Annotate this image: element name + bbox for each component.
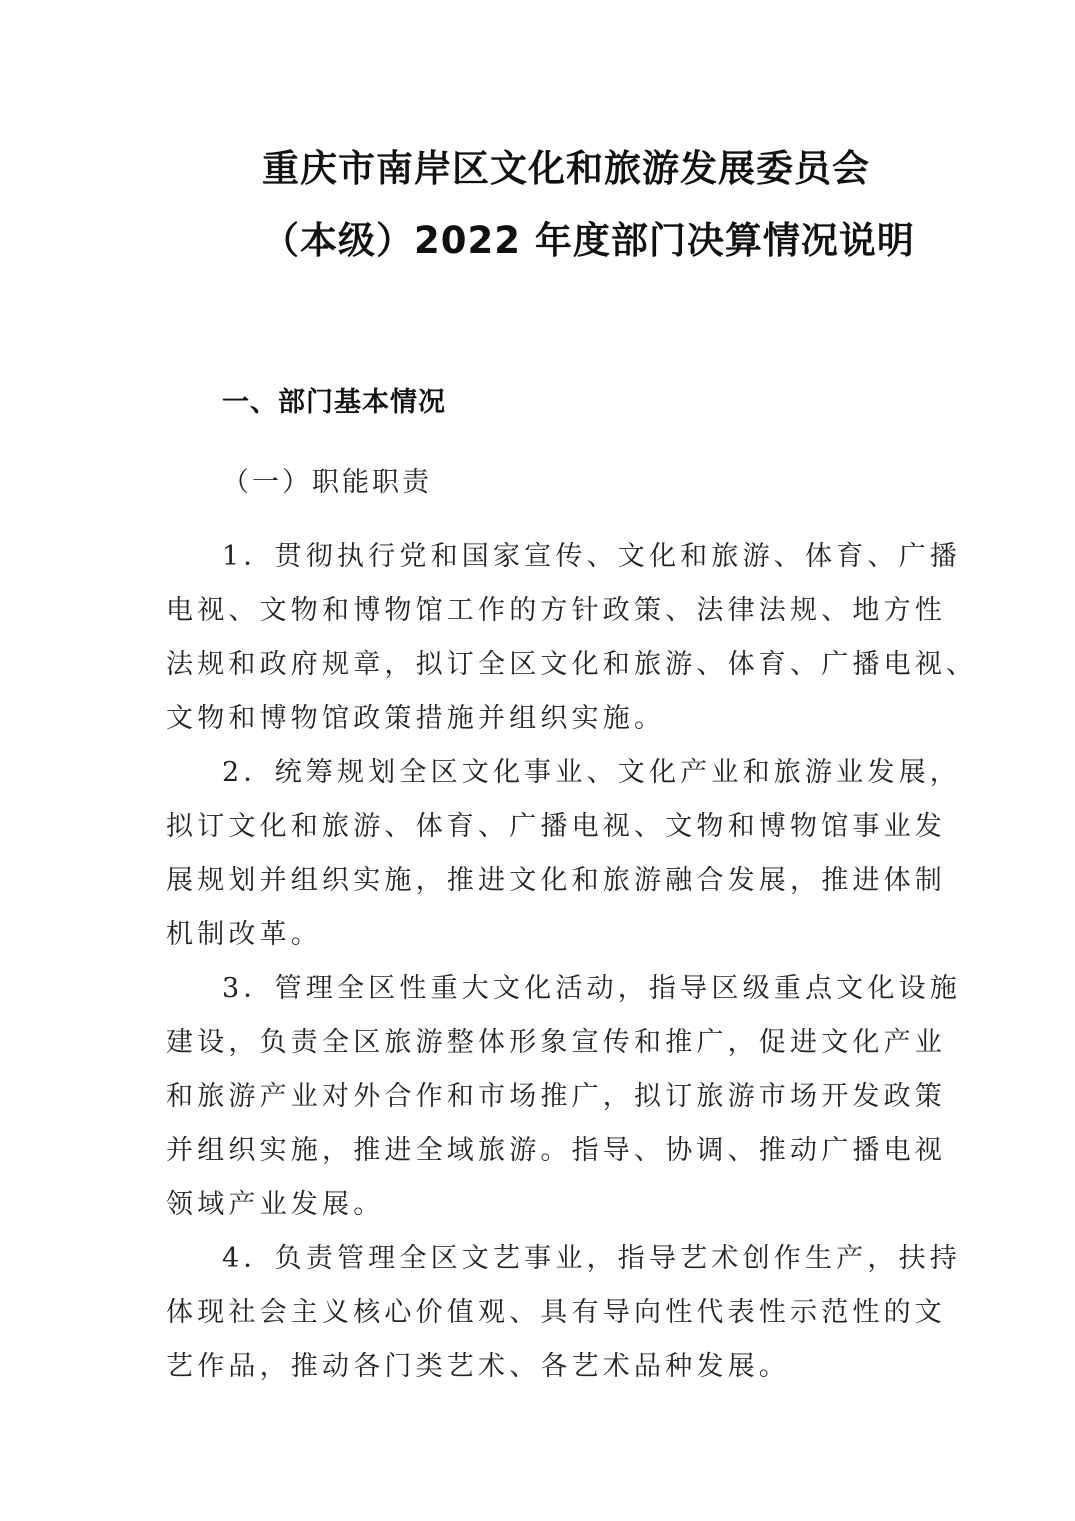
paragraph-3-line-2: 建设，负责全区旅游整体形象宣传和推广，促进文化产业 <box>166 1027 946 1058</box>
paragraph-2-line-2: 拟订文化和旅游、体育、广播电视、文物和博物馆事业发 <box>166 811 946 842</box>
paragraph-3-line-4: 并组织实施，推进全域旅游。指导、协调、推动广播电视 <box>166 1135 946 1166</box>
paragraph-1-line-4: 文物和博物馆政策措施并组织实施。 <box>166 703 666 734</box>
paragraph-3-line-5: 领域产业发展。 <box>166 1189 385 1220</box>
subsection-heading: （一）职能职责 <box>222 467 432 498</box>
paragraph-3-line-3: 和旅游产业对外合作和市场推广，拟订旅游市场开发政策 <box>166 1081 946 1112</box>
paragraph-4-line-2: 体现社会主义核心价值观、具有导向性代表性示范性的文 <box>166 1297 946 1328</box>
paragraph-2-line-1: 2．统筹规划全区文化事业、文化产业和旅游业发展， <box>222 757 961 788</box>
paragraph-1-line-3: 法规和政府规章，拟订全区文化和旅游、体育、广播电视、 <box>166 649 978 680</box>
paragraph-1-line-2: 电视、文物和博物馆工作的方针政策、法律法规、地方性 <box>166 595 946 626</box>
paragraph-2-line-4: 机制改革。 <box>166 919 322 950</box>
paragraph-2-line-3: 展规划并组织实施，推进文化和旅游融合发展，推进体制 <box>166 865 946 896</box>
paragraph-1-line-1: 1．贯彻执行党和国家宣传、文化和旅游、体育、广播 <box>222 541 961 572</box>
section-heading: 一、部门基本情况 <box>222 387 446 418</box>
document-title-line-1: 重庆市南岸区文化和旅游发展委员会 <box>262 147 870 190</box>
paragraph-3-line-1: 3．管理全区性重大文化活动，指导区级重点文化设施 <box>222 973 961 1004</box>
document-title-line-2: （本级）2022 年度部门决算情况说明 <box>262 219 915 262</box>
paragraph-4-line-1: 4．负责管理全区文艺事业，指导艺术创作生产，扶持 <box>222 1243 961 1274</box>
paragraph-4-line-3: 艺作品，推动各门类艺术、各艺术品种发展。 <box>166 1351 790 1382</box>
